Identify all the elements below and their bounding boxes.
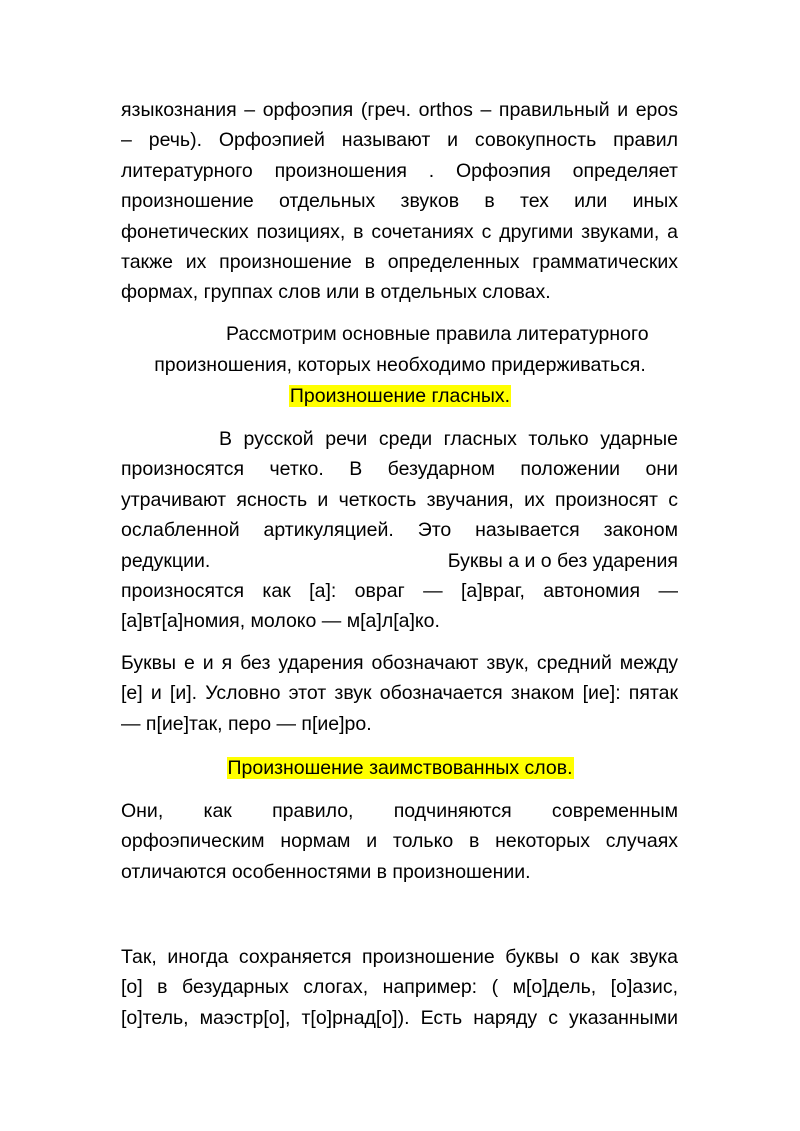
heading-vowels-text: Произношение гласных.	[289, 385, 511, 407]
text-line-content: В русской речи среди гласных только ударные	[219, 428, 678, 450]
text-line: произносятся как [а]: овраг — [а]враг, автономия —	[121, 579, 678, 602]
text-line: также их произношение в определенных грамматических	[121, 250, 678, 273]
paragraph-borrowed-norms	[121, 796, 678, 887]
text-line-left: редукции.	[121, 549, 211, 572]
paragraph-o-pronunciation	[121, 942, 678, 1033]
heading-vowels	[0, 381, 800, 411]
paragraph-vowel-reduction	[121, 424, 678, 637]
heading-borrowed-words	[0, 753, 800, 783]
intro-line-1: Рассмотрим основные правила литературного	[226, 323, 649, 345]
text-line: фонетических позициях, в сочетаниях с другими звуками, а	[121, 220, 678, 243]
text-line-split	[121, 546, 678, 576]
text-line: орфоэпическим нормам и только в некоторых случаях	[121, 830, 678, 853]
intro-line-2: произношения, которых необходимо придерживаться.	[154, 354, 646, 376]
text-line: утрачивают ясность и четкость звучания, их произносят с	[121, 488, 678, 511]
text-line: ослабленной артикуляцией. Это называется законом	[121, 519, 678, 542]
text-line: [о]тель, маэстр[о], т[о]рнад[о]). Есть наряду с указанными	[121, 1006, 678, 1029]
heading-borrowed-words-text: Произношение заимствованных слов.	[227, 757, 573, 779]
text-line: отличаются особенностями в произношении.	[121, 860, 531, 883]
text-line: произношение отдельных звуков в тех или иных	[121, 190, 678, 213]
text-line: [а]вт[а]номия, молоко — м[а]л[а]ко.	[121, 610, 440, 633]
text-line-indented	[121, 424, 678, 454]
text-line: – речь). Орфоэпией называют и совокупность правил	[121, 129, 678, 152]
text-line: произносятся четко. В безударном положении они	[121, 458, 678, 481]
text-line: литературного произношения . Орфоэпия определяет	[121, 159, 678, 182]
paragraph-orthoepy-definition	[121, 95, 678, 308]
text-line: [о] в безударных слогах, например: ( м[о]дель, [о]азис,	[121, 976, 678, 999]
text-line: — п[ие]так, перо — п[ие]ро.	[121, 712, 372, 735]
paragraph-e-ya-vowels	[121, 648, 678, 739]
text-line-right: Буквы а и о без ударения	[447, 549, 678, 572]
text-line: Они, как правило, подчиняются современным	[121, 800, 678, 822]
text-line: [е] и [и]. Условно этот звук обозначается знаком [ие]: пятак	[121, 682, 678, 705]
text-line: формах, группах слов или в отдельных словах.	[121, 281, 551, 304]
text-line: Буквы е и я без ударения обозначают звук, средний между	[121, 652, 678, 674]
text-line: языкознания – орфоэпия (греч. orthos – правильный и epos	[121, 99, 678, 121]
text-line: Так, иногда сохраняется произношение буквы о как звука	[121, 946, 678, 968]
